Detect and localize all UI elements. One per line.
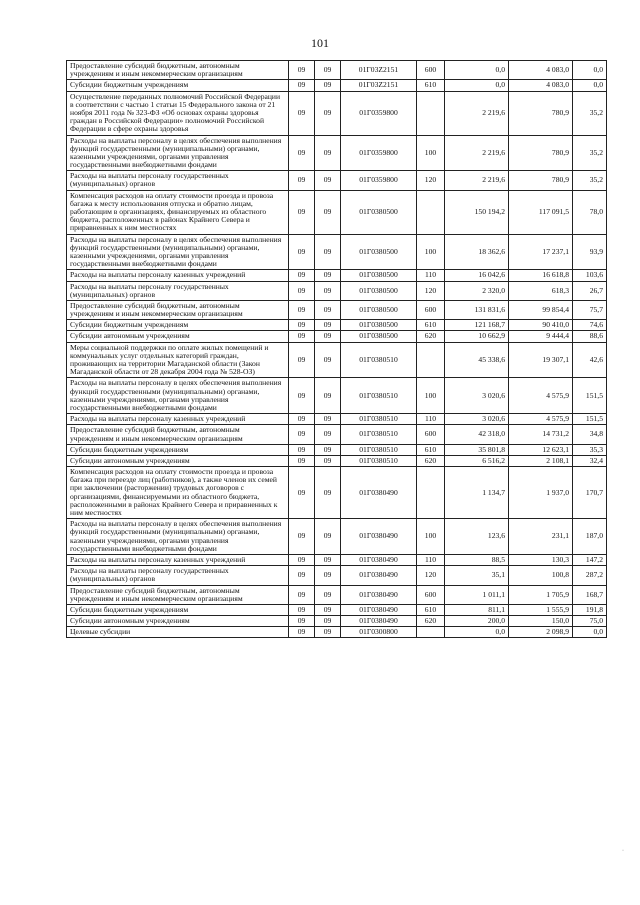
row-target-article-cell: 01Г0380500: [341, 234, 417, 270]
row-executed-amount-cell: 4 575,9: [509, 414, 573, 425]
row-section-cell: 09: [289, 616, 315, 627]
row-target-article-cell: 01Г0380500: [341, 281, 417, 300]
row-approved-amount-cell: 35 801,8: [445, 444, 509, 455]
row-expense-type-cell: [417, 190, 445, 234]
row-name-cell: Субсидии бюджетным учреждениям: [67, 604, 289, 615]
row-percent-cell: 151,5: [573, 414, 607, 425]
table-row: [67, 467, 607, 519]
margin-mark: ·: [622, 848, 624, 854]
row-subsection-cell: 09: [315, 627, 341, 638]
row-section-cell: 09: [289, 444, 315, 455]
row-target-article-cell: 01Г0380490: [341, 566, 417, 585]
row-subsection-cell: 09: [315, 61, 341, 80]
row-executed-amount-cell: 1 937,0: [509, 467, 573, 519]
row-approved-amount-cell: 42 318,0: [445, 425, 509, 444]
row-section-cell: 09: [289, 378, 315, 414]
table-row: [67, 91, 607, 135]
row-expense-type-cell: 100: [417, 519, 445, 555]
row-executed-amount-cell: 4 575,9: [509, 378, 573, 414]
row-section-cell: 09: [289, 425, 315, 444]
row-subsection-cell: 09: [315, 585, 341, 604]
row-executed-amount-cell: 117 091,5: [509, 190, 573, 234]
row-approved-amount-cell: 18 362,6: [445, 234, 509, 270]
row-subsection-cell: 09: [315, 554, 341, 565]
row-subsection-cell: 09: [315, 135, 341, 171]
row-approved-amount-cell: 2 219,6: [445, 171, 509, 190]
row-target-article-cell: 01Г03Z2151: [341, 80, 417, 91]
row-name-cell: Меры социальной поддержки по оплате жилых помещений и коммунальных услуг отдельных категорий граждан, проживающих на территории Магаданской области (Закон Магаданской области от 28 декабря 2004 года № 528-ОЗ): [67, 342, 289, 378]
row-approved-amount-cell: 811,1: [445, 604, 509, 615]
row-percent-cell: 168,7: [573, 585, 607, 604]
row-subsection-cell: 09: [315, 378, 341, 414]
row-executed-amount-cell: 90 410,0: [509, 320, 573, 331]
row-target-article-cell: 01Г0380490: [341, 519, 417, 555]
row-section-cell: 09: [289, 270, 315, 281]
table-row: [67, 604, 607, 615]
row-name-cell: Расходы на выплаты персоналу государственных (муниципальных) органов: [67, 566, 289, 585]
table-row: [67, 342, 607, 378]
row-name-cell: Субсидии бюджетным учреждениям: [67, 444, 289, 455]
row-target-article-cell: 01Г0380500: [341, 190, 417, 234]
row-expense-type-cell: 100: [417, 234, 445, 270]
row-target-article-cell: 01Г0300800: [341, 627, 417, 638]
row-subsection-cell: 09: [315, 281, 341, 300]
row-target-article-cell: 01Г0380500: [341, 300, 417, 319]
row-expense-type-cell: [417, 91, 445, 135]
row-expense-type-cell: 600: [417, 300, 445, 319]
row-target-article-cell: 01Г0380500: [341, 331, 417, 342]
table-row: [67, 80, 607, 91]
table-row: [67, 566, 607, 585]
row-subsection-cell: 09: [315, 444, 341, 455]
row-expense-type-cell: 620: [417, 616, 445, 627]
row-target-article-cell: 01Г0380500: [341, 270, 417, 281]
row-percent-cell: 287,2: [573, 566, 607, 585]
row-executed-amount-cell: 2 108,1: [509, 455, 573, 466]
row-executed-amount-cell: 14 731,2: [509, 425, 573, 444]
table-row: [67, 281, 607, 300]
row-name-cell: Расходы на выплаты персоналу казенных учреждений: [67, 270, 289, 281]
row-name-cell: Расходы на выплаты персоналу в целях обеспечения выполнения функций государственными (муниципальными) органами, казенными учреждениями, органами управления государственными внебюджетными фондами: [67, 519, 289, 555]
row-section-cell: 09: [289, 585, 315, 604]
row-percent-cell: 32,4: [573, 455, 607, 466]
row-name-cell: Компенсация расходов на оплату стоимости проезда и провоза багажа при переезде лиц (работников), а также членов их семей при заключении (расторжении) трудовых договоров с организациями, финансируемыми из областного бюджета, расположенными в районах Крайнего Севера и приравненных к ним местностях: [67, 467, 289, 519]
row-section-cell: 09: [289, 135, 315, 171]
table-row: [67, 455, 607, 466]
row-section-cell: 09: [289, 190, 315, 234]
row-section-cell: 09: [289, 604, 315, 615]
row-approved-amount-cell: 150 194,2: [445, 190, 509, 234]
row-approved-amount-cell: 45 338,6: [445, 342, 509, 378]
row-target-article-cell: 01Г03Z2151: [341, 61, 417, 80]
row-target-article-cell: 01Г0380510: [341, 444, 417, 455]
table-row: [67, 414, 607, 425]
row-approved-amount-cell: 123,6: [445, 519, 509, 555]
row-approved-amount-cell: 1 011,1: [445, 585, 509, 604]
row-approved-amount-cell: 2 320,0: [445, 281, 509, 300]
row-percent-cell: 187,0: [573, 519, 607, 555]
row-target-article-cell: 01Г0380490: [341, 467, 417, 519]
table-row: [67, 331, 607, 342]
row-subsection-cell: 09: [315, 270, 341, 281]
row-approved-amount-cell: 10 662,9: [445, 331, 509, 342]
row-subsection-cell: 09: [315, 425, 341, 444]
row-percent-cell: 191,8: [573, 604, 607, 615]
row-name-cell: Расходы на выплаты персоналу в целях обеспечения выполнения функций государственными (муниципальными) органами, казенными учреждениями, органами управления государственными внебюджетными фондами: [67, 378, 289, 414]
row-percent-cell: 103,6: [573, 270, 607, 281]
row-subsection-cell: 09: [315, 467, 341, 519]
row-expense-type-cell: [417, 342, 445, 378]
row-target-article-cell: 01Г0359800: [341, 91, 417, 135]
row-executed-amount-cell: 780,9: [509, 171, 573, 190]
row-executed-amount-cell: 9 444,4: [509, 331, 573, 342]
row-expense-type-cell: 600: [417, 425, 445, 444]
table-row: [67, 616, 607, 627]
row-subsection-cell: 09: [315, 80, 341, 91]
row-name-cell: Субсидии автономным учреждениям: [67, 455, 289, 466]
row-approved-amount-cell: 35,1: [445, 566, 509, 585]
row-target-article-cell: 01Г0359800: [341, 135, 417, 171]
row-section-cell: 09: [289, 627, 315, 638]
row-name-cell: Расходы на выплаты персоналу государственных (муниципальных) органов: [67, 171, 289, 190]
row-subsection-cell: 09: [315, 616, 341, 627]
row-percent-cell: 0,0: [573, 80, 607, 91]
row-expense-type-cell: 620: [417, 455, 445, 466]
row-subsection-cell: 09: [315, 604, 341, 615]
row-section-cell: 09: [289, 234, 315, 270]
row-section-cell: 09: [289, 467, 315, 519]
row-expense-type-cell: 110: [417, 554, 445, 565]
row-percent-cell: 0,0: [573, 61, 607, 80]
budget-table-body: [67, 61, 607, 638]
row-expense-type-cell: [417, 627, 445, 638]
row-expense-type-cell: 100: [417, 135, 445, 171]
row-executed-amount-cell: 16 618,8: [509, 270, 573, 281]
table-row: [67, 135, 607, 171]
row-percent-cell: 170,7: [573, 467, 607, 519]
row-section-cell: 09: [289, 91, 315, 135]
table-row: [67, 300, 607, 319]
row-approved-amount-cell: 3 020,6: [445, 414, 509, 425]
row-executed-amount-cell: 130,3: [509, 554, 573, 565]
row-subsection-cell: 09: [315, 320, 341, 331]
row-expense-type-cell: 120: [417, 171, 445, 190]
row-percent-cell: 35,2: [573, 91, 607, 135]
row-name-cell: Предоставление субсидий бюджетным, автономным учреждениям и иным некоммерческим организациям: [67, 300, 289, 319]
row-executed-amount-cell: 1 705,9: [509, 585, 573, 604]
row-section-cell: 09: [289, 455, 315, 466]
page-number: 101: [311, 36, 329, 50]
row-section-cell: 09: [289, 414, 315, 425]
row-name-cell: Расходы на выплаты персоналу государственных (муниципальных) органов: [67, 281, 289, 300]
row-subsection-cell: 09: [315, 91, 341, 135]
row-name-cell: Компенсация расходов на оплату стоимости проезда и провоза багажа к месту использования отпуска и обратно лицам, работающим в организациях, финансируемых из областного бюджета, расположенных в районах Крайнего Севера и приравненных к ним местностях: [67, 190, 289, 234]
row-percent-cell: 93,9: [573, 234, 607, 270]
row-name-cell: Предоставление субсидий бюджетным, автономным учреждениям и иным некоммерческим организациям: [67, 585, 289, 604]
row-name-cell: Расходы на выплаты персоналу в целях обеспечения выполнения функций государственными (муниципальными) органами, казенными учреждениями, органами управления государственными внебюджетными фондами: [67, 234, 289, 270]
row-name-cell: Расходы на выплаты персоналу в целях обеспечения выполнения функций государственными (муниципальными) органами, казенными учреждениями, органами управления государственными внебюджетными фондами: [67, 135, 289, 171]
row-percent-cell: 74,6: [573, 320, 607, 331]
table-row: [67, 190, 607, 234]
row-executed-amount-cell: 150,0: [509, 616, 573, 627]
row-executed-amount-cell: 2 098,9: [509, 627, 573, 638]
row-expense-type-cell: 120: [417, 281, 445, 300]
row-executed-amount-cell: 4 083,0: [509, 80, 573, 91]
row-approved-amount-cell: 121 168,7: [445, 320, 509, 331]
row-section-cell: 09: [289, 554, 315, 565]
row-section-cell: 09: [289, 61, 315, 80]
row-target-article-cell: 01Г0380510: [341, 425, 417, 444]
row-approved-amount-cell: 2 219,6: [445, 91, 509, 135]
table-row: [67, 627, 607, 638]
row-name-cell: Субсидии бюджетным учреждениям: [67, 80, 289, 91]
row-subsection-cell: 09: [315, 566, 341, 585]
row-percent-cell: 147,2: [573, 554, 607, 565]
row-expense-type-cell: 620: [417, 331, 445, 342]
row-expense-type-cell: [417, 467, 445, 519]
table-row: [67, 320, 607, 331]
row-expense-type-cell: 100: [417, 378, 445, 414]
row-executed-amount-cell: 4 083,0: [509, 61, 573, 80]
row-expense-type-cell: 610: [417, 444, 445, 455]
row-name-cell: Осуществление переданных полномочий Российской Федерации в соответствии с частью 1 статьи 15 Федерального закона от 21 ноября 2011 года № 323-ФЗ «Об основах охраны здоровья граждан в Российской Федерации» полномочий Российской Федерации в сфере охраны здоровья: [67, 91, 289, 135]
row-name-cell: Целевые субсидии: [67, 627, 289, 638]
row-subsection-cell: 09: [315, 455, 341, 466]
row-percent-cell: 0,0: [573, 627, 607, 638]
row-executed-amount-cell: 12 623,1: [509, 444, 573, 455]
row-approved-amount-cell: 1 134,7: [445, 467, 509, 519]
row-approved-amount-cell: 200,0: [445, 616, 509, 627]
row-percent-cell: 42,6: [573, 342, 607, 378]
row-target-article-cell: 01Г0359800: [341, 171, 417, 190]
row-approved-amount-cell: 0,0: [445, 627, 509, 638]
row-target-article-cell: 01Г0380490: [341, 604, 417, 615]
row-target-article-cell: 01Г0380510: [341, 455, 417, 466]
row-executed-amount-cell: 780,9: [509, 135, 573, 171]
budget-table: [66, 60, 607, 638]
table-row: [67, 585, 607, 604]
row-target-article-cell: 01Г0380510: [341, 414, 417, 425]
row-section-cell: 09: [289, 281, 315, 300]
row-executed-amount-cell: 618,3: [509, 281, 573, 300]
row-name-cell: Субсидии автономным учреждениям: [67, 616, 289, 627]
row-percent-cell: 26,7: [573, 281, 607, 300]
row-subsection-cell: 09: [315, 342, 341, 378]
row-executed-amount-cell: 19 307,1: [509, 342, 573, 378]
row-name-cell: Предоставление субсидий бюджетным, автономным учреждениям и иным некоммерческим организациям: [67, 425, 289, 444]
row-subsection-cell: 09: [315, 171, 341, 190]
row-subsection-cell: 09: [315, 234, 341, 270]
row-approved-amount-cell: 0,0: [445, 61, 509, 80]
row-approved-amount-cell: 88,5: [445, 554, 509, 565]
row-expense-type-cell: 610: [417, 604, 445, 615]
row-percent-cell: 88,6: [573, 331, 607, 342]
row-percent-cell: 75,0: [573, 616, 607, 627]
row-approved-amount-cell: 131 831,6: [445, 300, 509, 319]
table-row: [67, 61, 607, 80]
table-row: [67, 171, 607, 190]
row-subsection-cell: 09: [315, 331, 341, 342]
row-expense-type-cell: 610: [417, 320, 445, 331]
row-expense-type-cell: 610: [417, 80, 445, 91]
table-row: [67, 519, 607, 555]
row-percent-cell: 35,2: [573, 135, 607, 171]
row-section-cell: 09: [289, 171, 315, 190]
row-executed-amount-cell: 231,1: [509, 519, 573, 555]
table-row: [67, 234, 607, 270]
row-name-cell: Субсидии автономным учреждениям: [67, 331, 289, 342]
row-expense-type-cell: 110: [417, 414, 445, 425]
row-target-article-cell: 01Г0380490: [341, 616, 417, 627]
row-subsection-cell: 09: [315, 519, 341, 555]
row-section-cell: 09: [289, 331, 315, 342]
row-name-cell: Субсидии бюджетным учреждениям: [67, 320, 289, 331]
row-section-cell: 09: [289, 566, 315, 585]
row-subsection-cell: 09: [315, 190, 341, 234]
row-percent-cell: 35,2: [573, 171, 607, 190]
row-executed-amount-cell: 1 555,9: [509, 604, 573, 615]
row-target-article-cell: 01Г0380500: [341, 320, 417, 331]
row-percent-cell: 151,5: [573, 378, 607, 414]
row-percent-cell: 34,8: [573, 425, 607, 444]
row-subsection-cell: 09: [315, 414, 341, 425]
row-percent-cell: 35,3: [573, 444, 607, 455]
row-percent-cell: 78,0: [573, 190, 607, 234]
row-expense-type-cell: 600: [417, 61, 445, 80]
row-expense-type-cell: 120: [417, 566, 445, 585]
row-subsection-cell: 09: [315, 300, 341, 319]
row-name-cell: Предоставление субсидий бюджетным, автономным учреждениям и иным некоммерческим организациям: [67, 61, 289, 80]
table-row: [67, 554, 607, 565]
row-approved-amount-cell: 6 516,2: [445, 455, 509, 466]
row-executed-amount-cell: 780,9: [509, 91, 573, 135]
row-target-article-cell: 01Г0380490: [341, 554, 417, 565]
row-section-cell: 09: [289, 519, 315, 555]
row-approved-amount-cell: 0,0: [445, 80, 509, 91]
row-name-cell: Расходы на выплаты персоналу казенных учреждений: [67, 554, 289, 565]
row-name-cell: Расходы на выплаты персоналу казенных учреждений: [67, 414, 289, 425]
row-section-cell: 09: [289, 320, 315, 331]
row-target-article-cell: 01Г0380510: [341, 342, 417, 378]
row-executed-amount-cell: 100,8: [509, 566, 573, 585]
row-approved-amount-cell: 16 042,6: [445, 270, 509, 281]
row-expense-type-cell: 110: [417, 270, 445, 281]
row-expense-type-cell: 600: [417, 585, 445, 604]
row-target-article-cell: 01Г0380510: [341, 378, 417, 414]
row-percent-cell: 75,7: [573, 300, 607, 319]
table-row: [67, 270, 607, 281]
row-executed-amount-cell: 17 237,1: [509, 234, 573, 270]
row-section-cell: 09: [289, 342, 315, 378]
row-approved-amount-cell: 3 020,6: [445, 378, 509, 414]
table-row: [67, 444, 607, 455]
row-section-cell: 09: [289, 300, 315, 319]
row-executed-amount-cell: 99 854,4: [509, 300, 573, 319]
table-row: [67, 378, 607, 414]
row-section-cell: 09: [289, 80, 315, 91]
row-target-article-cell: 01Г0380490: [341, 585, 417, 604]
row-approved-amount-cell: 2 219,6: [445, 135, 509, 171]
table-row: [67, 425, 607, 444]
